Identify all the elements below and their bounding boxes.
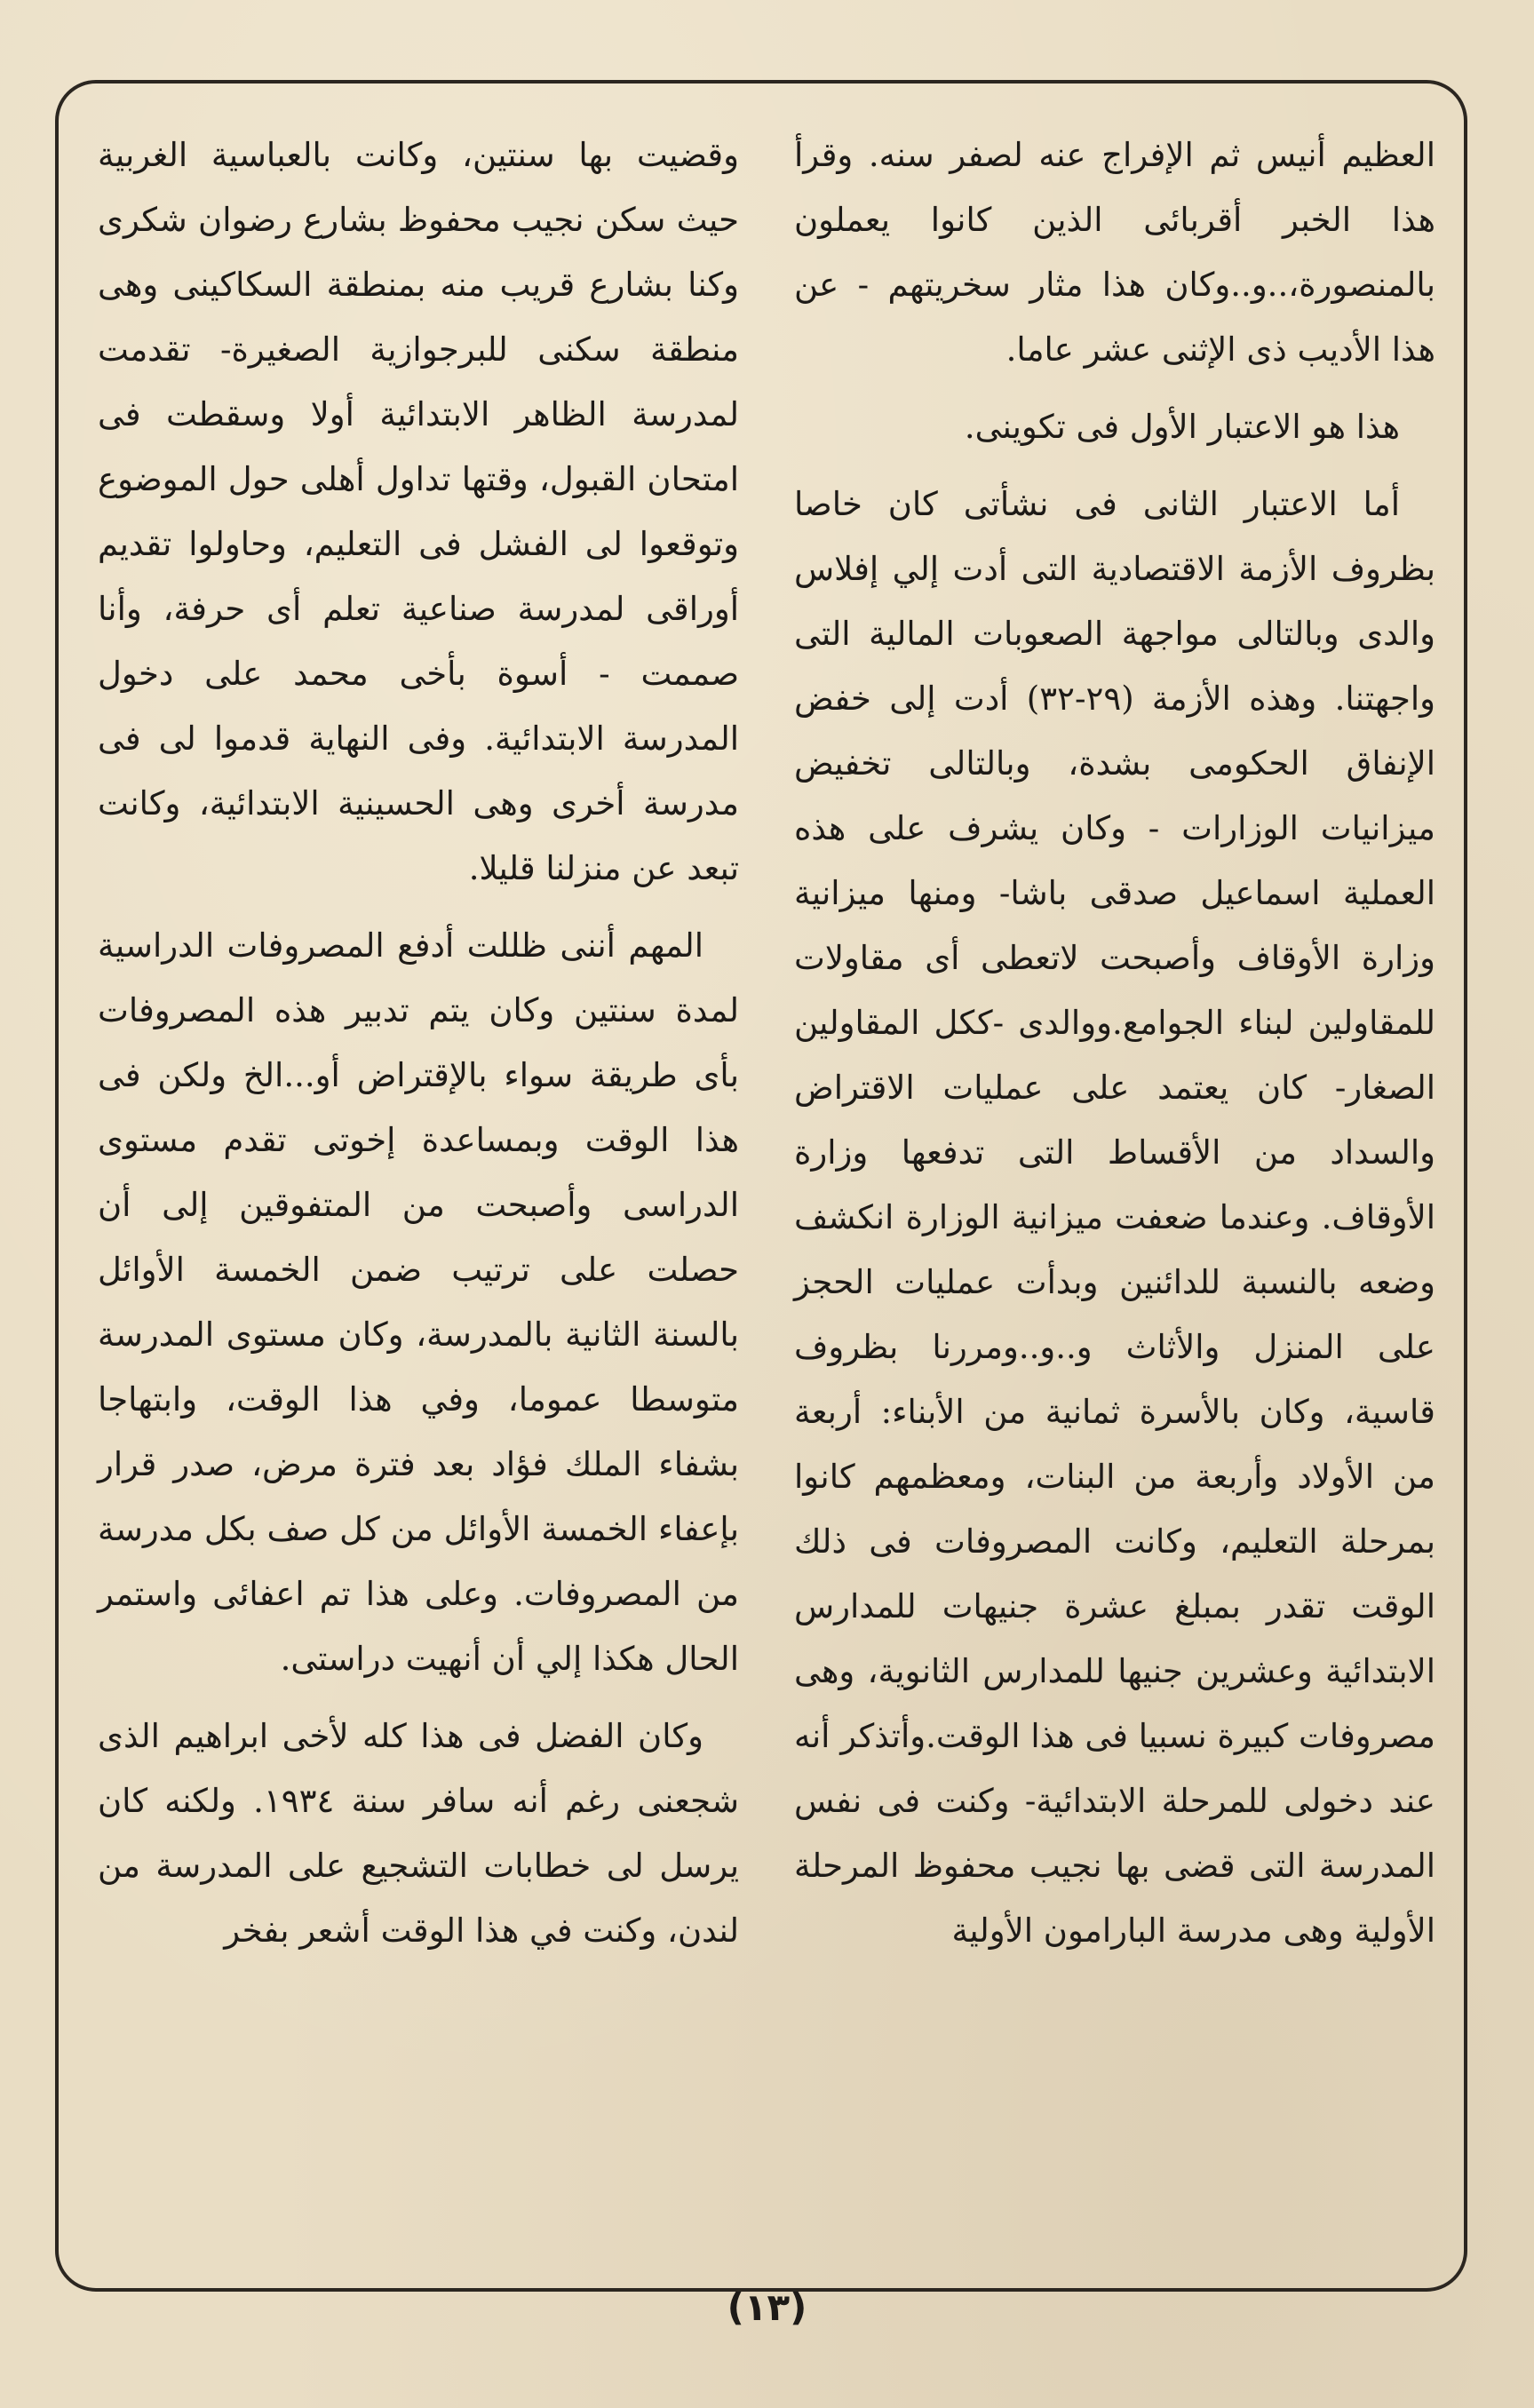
paragraph: وقضيت بها سنتين، وكانت بالعباسية الغربية حيث سكن نجيب محفوظ بشارع رضوان شكرى وكنا بشارع قريب منه بمنطقة السكاكينى وهى منطقة سكنى للبرجوازية الصغيرة- تقدمت لمدرسة الظاهر الابتدائية أولا وسقطت فى امتحان القبول، وقتها تداول أهلى حول الموضوع وتوقعوا لى الفشل فى التعليم، وحاولوا تقديم أوراقى لمدرسة صناعية تعلم أى حرفة، وأنا صممت - أسوة بأخى محمد على دخول المدرسة الابتدائية. وفى النهاية قدموا لى فى مدرسة أخرى وهى الحسينية الابتدائية، وكانت تبعد عن منزلنا قليلا.	[98, 136, 739, 887]
page-number: (١٣)	[727, 2285, 807, 2329]
paragraph: هذا هو الاعتبار الأول فى تكوينى.	[964, 408, 1400, 446]
right-text-column	[794, 123, 1435, 1963]
paragraph: وكان الفضل فى هذا كله لأخى ابراهيم الذى شجعنى رغم أنه سافر سنة ١٩٣٤. ولكنه كان يرسل لى خطابات التشجيع على المدرسة من لندن، وكنت في هذا الوقت أشعر بفخر	[98, 1717, 739, 1950]
paragraph: أما الاعتبار الثانى فى نشأتى كان خاصا بظروف الأزمة الاقتصادية التى أدت إلي إفلاس والدى وبالتالى مواجهة الصعوبات المالية التى واجهتنا. وهذه الأزمة (٢٩-٣٢) أدت إلى خفض الإنفاق الحكومى بشدة، وبالتالى تخفيض ميزانيات الوزارات - وكان يشرف على هذه العملية اسماعيل صدقى باشا- ومنها ميزانية وزارة الأوقاف وأصبحت لاتعطى أى مقاولات للمقاولين لبناء الجوامع.ووالدى -ككل المقاولين الصغار- كان يعتمد على عمليات الاقتراض والسداد من الأقساط التى تدفعها وزارة الأوقاف. وعندما ضعفت ميزانية الوزارة انكشف وضعه بالنسبة للدائنين وبدأت عمليات الحجز على المنزل والأثاث و..و..ومررنا بظروف قاسية، وكان بالأسرة ثمانية من الأبناء: أربعة من الأولاد وأربعة من البنات، ومعظمهم كانوا بمرحلة التعليم، وكانت المصروفات فى ذلك الوقت تقدر بمبلغ عشرة جنيهات للمدارس الابتدائية وعشرين جنيها للمدارس الثانوية، وهى مصروفات كبيرة نسبيا فى هذا الوقت.وأتذكر أنه عند دخولى للمرحلة الابتدائية- وكنت فى نفس المدرسة التى قضى بها نجيب محفوظ المرحلة الأولية وهى مدرسة البارامون الأولية	[794, 485, 1436, 1950]
paragraph: المهم أننى ظللت أدفع المصروفات الدراسية لمدة سنتين وكان يتم تدبير هذه المصروفات بأى طريقة سواء بالإقتراض أو...الخ ولكن فى هذا الوقت وبمساعدة إخوتى تقدم مستوى الدراسى وأصبحت من المتفوقين إلى أن حصلت على ترتيب ضمن الخمسة الأوائل بالسنة الثانية بالمدرسة، وكان مستوى المدرسة متوسطا عموما، وفي هذا الوقت، وابتهاجا بشفاء الملك فؤاد بعد فترة مرض، صدر قرار بإعفاء الخمسة الأوائل من كل صف بكل مدرسة من المصروفات. وعلى هذا تم اعفائى واستمر الحال هكذا إلي أن أنهيت دراستى.	[98, 926, 739, 1678]
left-text-column	[98, 123, 739, 1963]
paragraph: العظيم أنيس ثم الإفراج عنه لصفر سنه. وقرأ هذا الخبر أقربائى الذين كانوا يعملون بالمنصورة،..و..وكان هذا مثار سخريتهم - عن هذا الأديب ذى الإثنى عشر عاما.	[794, 136, 1435, 369]
